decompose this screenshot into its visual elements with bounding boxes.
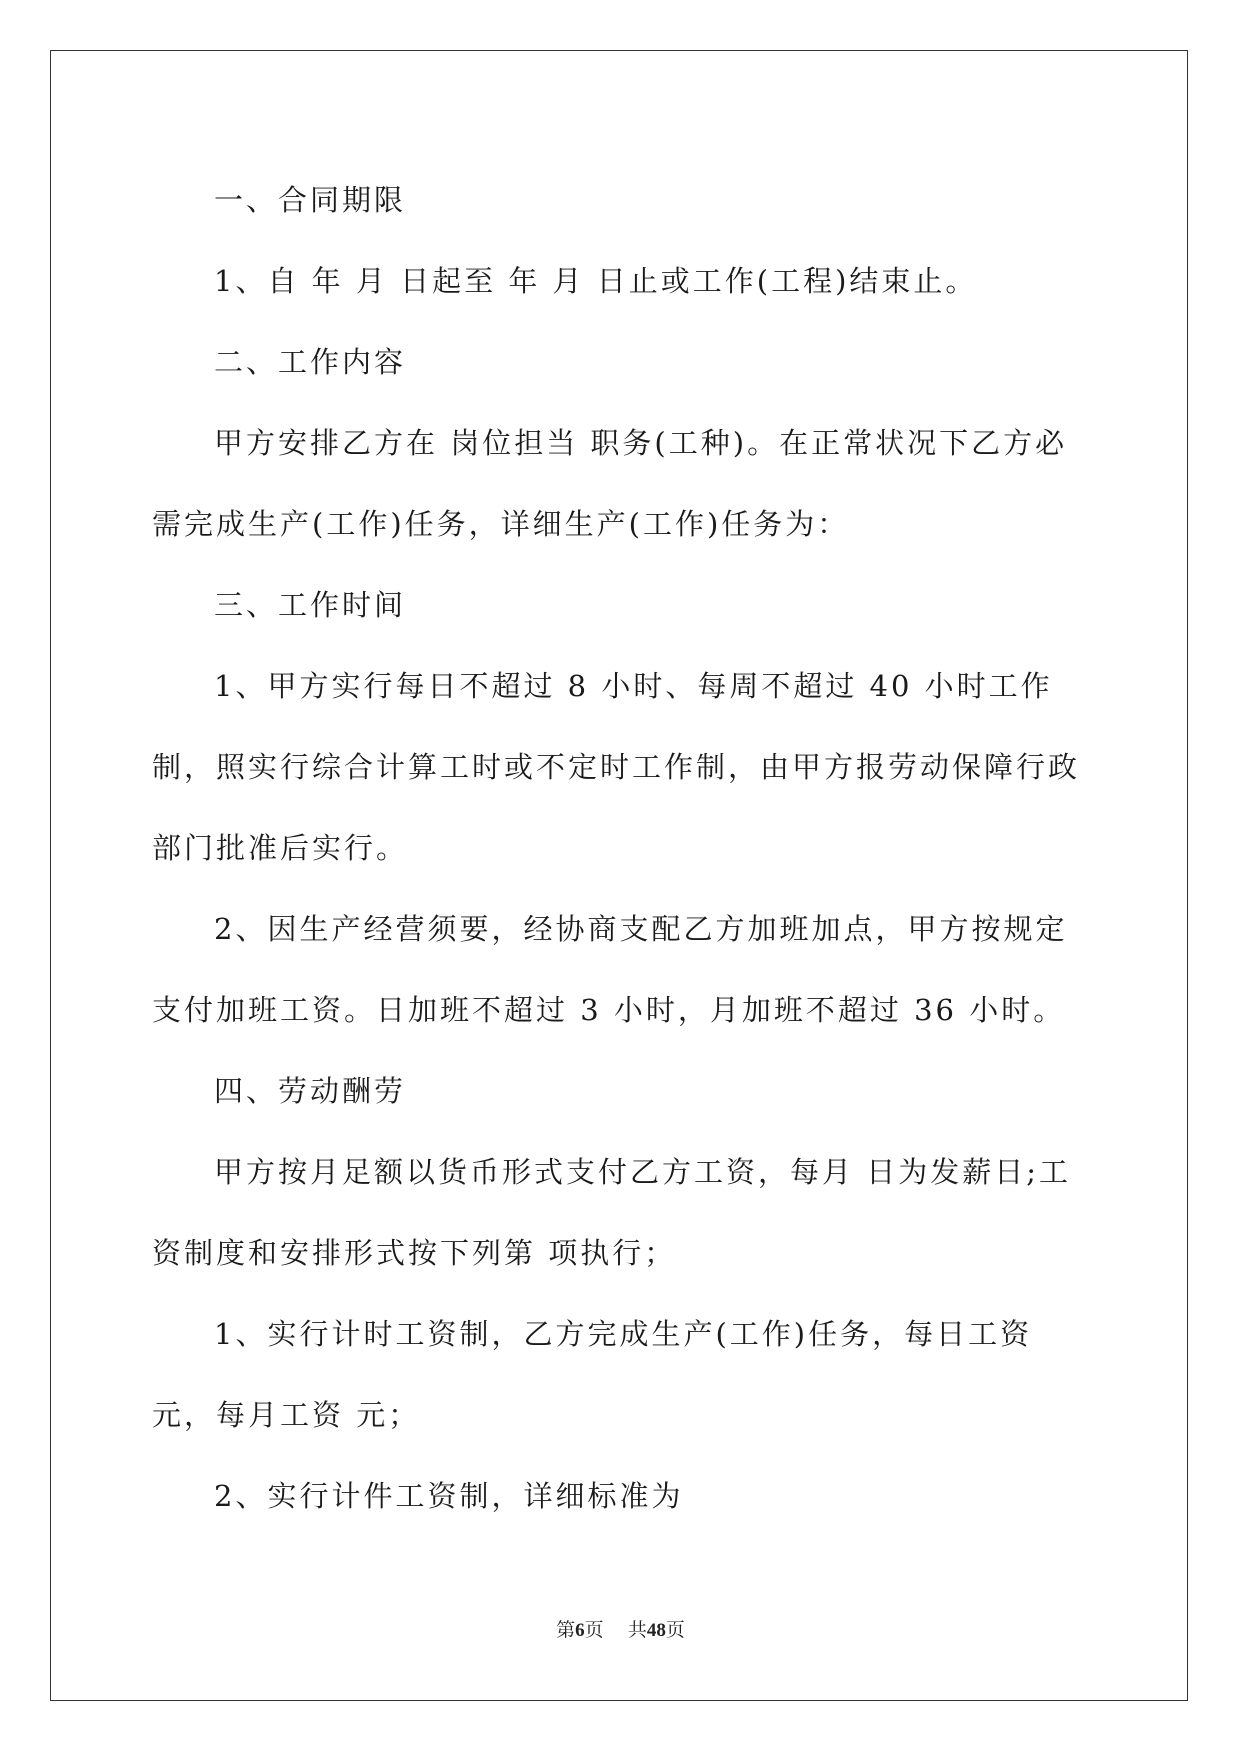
section-heading-work-content: 二、工作内容 bbox=[214, 345, 407, 379]
paragraph: 1、自 年 月 日起至 年 月 日止或工作(工程)结束止。 bbox=[214, 264, 978, 298]
footer-prefix: 第 bbox=[556, 1619, 576, 1641]
paragraph: 甲方安排乙方在 岗位担当 职务(工种)。在正常状况下乙方必需完成生产(工作)任务，详细生产(工作)任务为： bbox=[152, 426, 1068, 541]
paragraph: 1、实行计时工资制，乙方完成生产(工作)任务，每日工资 元，每月工资 元； bbox=[152, 1317, 1033, 1432]
document-body bbox=[152, 160, 1092, 1537]
footer-total-suffix: 页 bbox=[665, 1619, 685, 1641]
paragraph: 1、甲方实行每日不超过 8 小时、每周不超过 40 小时工作制，照实行综合计算工时或不定时工作制，由甲方报劳动保障行政部门批准后实行。 bbox=[152, 669, 1081, 865]
footer-total-prefix: 共 bbox=[627, 1619, 647, 1641]
footer-page-suffix: 页 bbox=[584, 1619, 604, 1641]
paragraph: 甲方按月足额以货币形式支付乙方工资，每月 日为发薪日;工资制度和安排形式按下列第 项执行； bbox=[152, 1155, 1071, 1270]
paragraph: 2、实行计件工资制，详细标准为 bbox=[214, 1479, 684, 1513]
section-heading-work-time: 三、工作时间 bbox=[214, 588, 407, 622]
current-page-number: 6 bbox=[575, 1620, 585, 1641]
section-heading-remuneration: 四、劳动酬劳 bbox=[214, 1074, 407, 1108]
total-pages-number: 48 bbox=[646, 1620, 666, 1641]
section-heading-contract-term: 一、合同期限 bbox=[214, 183, 407, 217]
paragraph: 2、因生产经营须要，经协商支配乙方加班加点，甲方按规定支付加班工资。日加班不超过 3 小时，月加班不超过 36 小时。 bbox=[152, 912, 1068, 1027]
page-footer bbox=[0, 1618, 1241, 1643]
